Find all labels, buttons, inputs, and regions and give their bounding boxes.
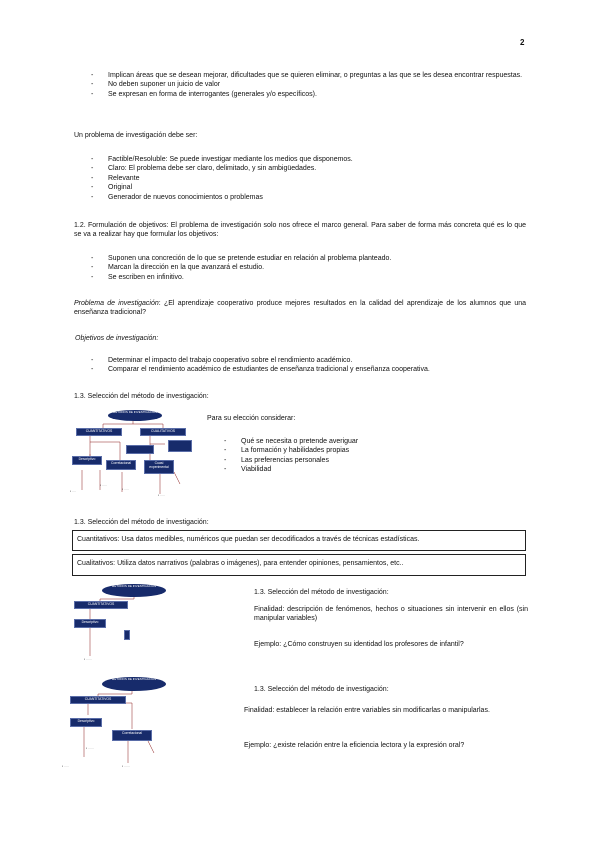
- section-b-finalidad: Finalidad: establecer la relación entre variables sin modificarlas o manipularlas.: [244, 707, 490, 714]
- methods-diagram-descriptive: [70, 584, 200, 670]
- diagram-root: MÉTODOS DE INVESTIGACIÓN: [108, 410, 162, 421]
- problem-bullet-list: [91, 155, 531, 202]
- objectives-bullet: - Suponen una concreción de lo que se pretende estudiar en relación al problema planteado.: [91, 254, 531, 263]
- objectives-example: - Determinar el impacto del trabajo cooperativo sobre el rendimiento académico.: [91, 356, 531, 365]
- method-heading-2: 1.3. Selección del método de investigación:: [74, 519, 209, 526]
- method-heading-1: 1.3. Selección del método de investigación:: [74, 393, 209, 400]
- diagram-root: MÉTODOS DE INVESTIGACIÓN: [102, 677, 166, 691]
- section-a-finalidad: Finalidad: descripción de fenómenos, hechos o situaciones sin intervenir en ellos (sin manipular variables): [254, 606, 528, 623]
- diagram-node: [126, 445, 154, 454]
- problem-example-text: : ¿El aprendizaje cooperativo produce mejores resultados en la calidad del aprendizaje de los alumnos que una enseñanza tradicional?: [74, 300, 526, 317]
- diagram-quant: CUANTITATIVOS: [76, 428, 122, 436]
- objectives-paragraph: 1.2. Formulación de objetivos: El problema de investigación solo nos ofrece el marco general. Para saber de forma más concreta qué es lo que se va a realizar hay que formular los objetivos:: [74, 222, 526, 239]
- diagram-node: [124, 630, 130, 640]
- diagram-cuasi: Cuasi experimental: [144, 460, 174, 474]
- objectives-label: Objetivos de investigación:: [75, 335, 159, 342]
- objectives-example: - Comparar el rendimiento académico de estudiantes de enseñanza tradicional y enseñanza cooperativa.: [91, 365, 531, 374]
- intro-bullet: - Se expresan en forma de interrogantes (generales y/o específicos).: [91, 90, 531, 99]
- selection-item: - La formación y habilidades propias: [224, 446, 444, 455]
- problem-bullet: - Claro: El problema debe ser claro, delimitado, y sin ambigüedades.: [91, 164, 531, 173]
- quantitative-box: Cuantitativos: Usa datos medibles, numéricos que puedan ser decodificados a través de técnicas estadísticas.: [72, 530, 526, 551]
- objectives-bullet-list: [91, 254, 531, 282]
- problem-bullet: - Relevante: [91, 174, 531, 183]
- diagram-node: [168, 440, 192, 452]
- intro-bullet: - No deben suponer un juicio de valor: [91, 80, 531, 89]
- section-a-heading: 1.3. Selección del método de investigación:: [254, 589, 389, 596]
- diagram-quant: CUANTITATIVOS: [74, 601, 128, 609]
- objectives-bullet: - Marcan la dirección en la que avanzará el estudio.: [91, 263, 531, 272]
- diagram-descriptivo: Descriptivo: [70, 718, 102, 727]
- methods-diagram-correlational: [62, 677, 192, 777]
- objectives-example-list: [91, 356, 531, 375]
- selection-heading: Para su elección considerar:: [207, 415, 296, 422]
- selection-list: [224, 437, 444, 475]
- intro-bullet: - Implican áreas que se desean mejorar, dificultades que se quieren eliminar, o preguntas a las que se les desea encontrar respuestas.: [91, 71, 531, 80]
- methods-diagram-full: [70, 410, 202, 506]
- diagram-note: ▪ ·····: [158, 494, 165, 497]
- qualitative-box: Cualitativos: Utiliza datos narrativos (palabras o imágenes), para entender opiniones, pensamientos, etc..: [72, 554, 526, 576]
- section-a-ejemplo: Ejemplo: ¿Cómo construyen su identidad los profesores de infantil?: [254, 641, 464, 648]
- section-b-ejemplo: Ejemplo: ¿existe relación entre la eficiencia lectora y la expresión oral?: [244, 742, 465, 749]
- diagram-note: ▪ ·····: [122, 488, 129, 491]
- problem-example-label: Problema de investigación: [74, 300, 159, 307]
- diagram-note: ▪ ······: [84, 658, 92, 661]
- selection-item: - Qué se necesita o pretende averiguar: [224, 437, 444, 446]
- section-b-heading: 1.3. Selección del método de investigación:: [254, 686, 389, 693]
- diagram-note: ▪ ·····: [100, 484, 107, 487]
- problem-example: [74, 299, 526, 318]
- page-number: 2: [520, 38, 525, 47]
- diagram-note: ▪ ·····: [62, 765, 69, 768]
- diagram-note: ▪ ······: [122, 765, 130, 768]
- problem-bullet: - Generador de nuevos conocimientos o problemas: [91, 193, 531, 202]
- diagram-note: ▪ ····: [70, 490, 76, 493]
- problem-bullet: - Factible/Resoluble: Se puede investigar mediante los medios que disponemos.: [91, 155, 531, 164]
- diagram-connectors: [62, 677, 192, 777]
- diagram-note: ▪ ······: [86, 747, 94, 750]
- diagram-qual: CUALITATIVOS: [140, 428, 186, 436]
- problem-bullet: - Original: [91, 183, 531, 192]
- diagram-root: MÉTODOS DE INVESTIGACIÓN: [102, 584, 166, 597]
- problem-heading: Un problema de investigación debe ser:: [74, 132, 198, 139]
- diagram-descriptivo: Descriptivo: [74, 619, 106, 628]
- selection-item: - Las preferencias personales: [224, 456, 444, 465]
- intro-bullet-list: [91, 71, 531, 99]
- selection-item: - Viabilidad: [224, 465, 444, 474]
- diagram-correlacional: Correlacional: [106, 460, 136, 470]
- objectives-bullet: - Se escriben en infinitivo.: [91, 273, 531, 282]
- diagram-descriptivo: Descriptivo: [72, 456, 102, 465]
- diagram-quant: CUANTITATIVOS: [70, 696, 126, 704]
- diagram-correlacional: Correlacional: [112, 730, 152, 741]
